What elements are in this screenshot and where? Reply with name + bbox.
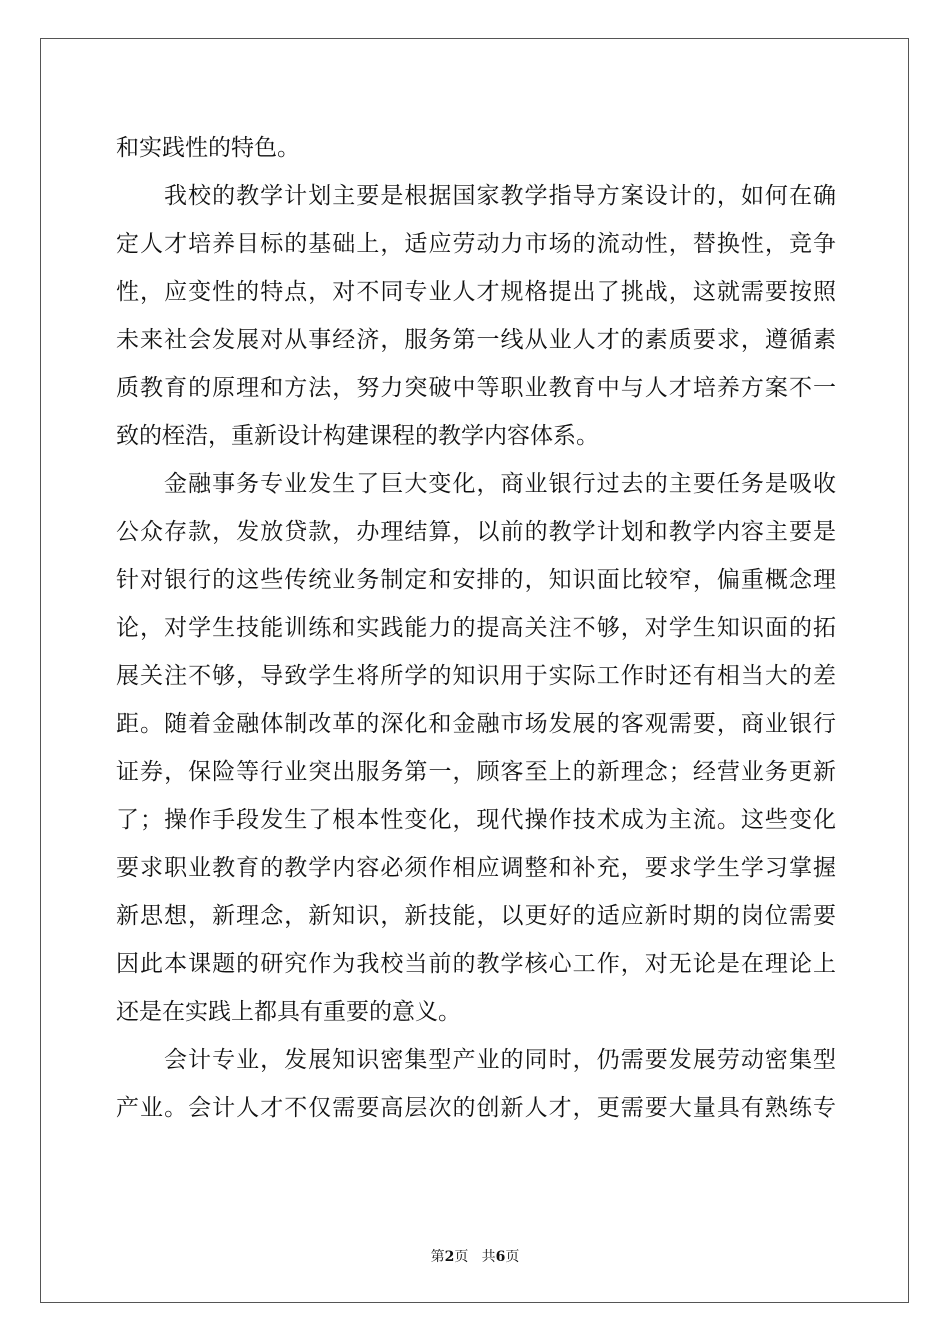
text-line: 会计专业，发展知识密集型产业的同时，仍需要发展劳动密集型 xyxy=(164,1047,836,1073)
text-line: 展关注不够，导致学生将所学的知识用于实际工作时还有相当大的差 xyxy=(116,663,836,689)
current-page-number: 2 xyxy=(444,1249,455,1265)
text-line: 新思想，新理念，新知识，新技能，以更好的适应新时期的岗位需要 xyxy=(116,903,836,929)
text-line: 定人才培养目标的基础上，适应劳动力市场的流动性，替换性，竞争 xyxy=(116,231,836,257)
page-number-suffix: 页 xyxy=(454,1249,469,1265)
text-line: 我校的教学计划主要是根据国家教学指导方案设计的，如何在确 xyxy=(164,183,836,209)
text-line: 还是在实践上都具有重要的意义。 xyxy=(116,999,461,1025)
page-footer xyxy=(0,1246,950,1266)
text-line: 针对银行的这些传统业务制定和安排的，知识面比较窄，偏重概念理 xyxy=(116,567,836,593)
text-line: 和实践性的特色。 xyxy=(116,135,300,161)
text-line: 产业。会计人才不仅需要高层次的创新人才，更需要大量具有熟练专 xyxy=(116,1095,836,1121)
text-line: 要求职业教育的教学内容必须作相应调整和补充，要求学生学习掌握 xyxy=(116,855,836,881)
text-line: 因此本课题的研究作为我校当前的教学核心工作，对无论是在理论上 xyxy=(116,951,836,977)
text-line: 金融事务专业发生了巨大变化，商业银行过去的主要任务是吸收 xyxy=(164,471,836,497)
text-line: 论，对学生技能训练和实践能力的提高关注不够，对学生知识面的拓 xyxy=(116,615,836,641)
text-line: 致的桎浩，重新设计构建课程的教学内容体系。 xyxy=(116,423,599,449)
total-pages-suffix: 页 xyxy=(505,1249,520,1265)
total-pages-prefix: 共 xyxy=(481,1249,496,1265)
text-line: 质教育的原理和方法，努力突破中等职业教育中与人才培养方案不一 xyxy=(116,375,836,401)
text-line: 公众存款，发放贷款，办理结算，以前的教学计划和教学内容主要是 xyxy=(116,519,836,545)
text-line: 证券，保险等行业突出服务第一，顾客至上的新理念；经营业务更新 xyxy=(116,759,836,785)
total-pages-number: 6 xyxy=(495,1249,506,1265)
text-line: 性，应变性的特点，对不同专业人才规格提出了挑战，这就需要按照 xyxy=(116,279,836,305)
text-line: 未来社会发展对从事经济，服务第一线从业人才的素质要求，遵循素 xyxy=(116,327,836,353)
text-line: 了；操作手段发生了根本性变化，现代操作技术成为主流。这些变化 xyxy=(116,807,836,833)
page-number-prefix: 第 xyxy=(430,1249,445,1265)
text-line: 距。随着金融体制改革的深化和金融市场发展的客观需要，商业银行 xyxy=(116,711,836,737)
